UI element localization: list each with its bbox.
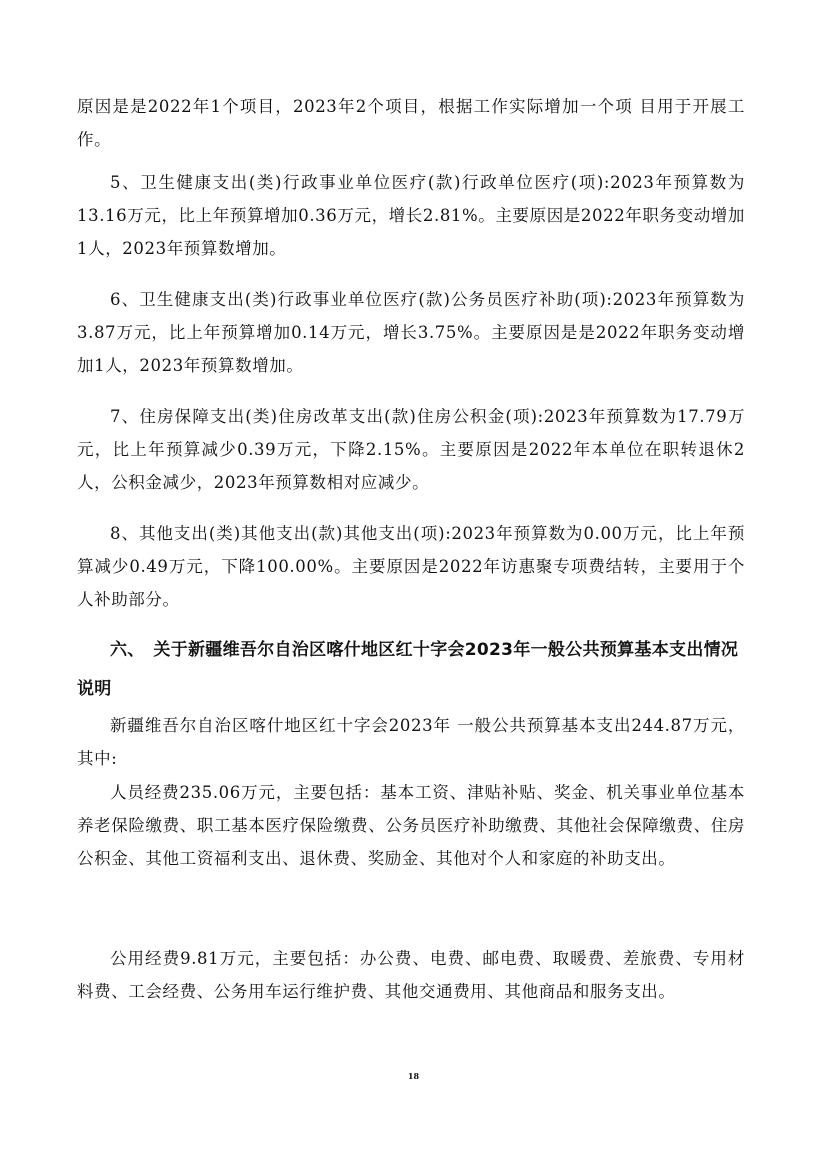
paragraph-personnel-expenses: 人员经费235.06万元，主要包括：基本工资、津贴补贴、奖金、机关事业单位基本养老保险缴费、职工基本医疗保险缴费、公务员医疗补助缴费、其他社会保障缴费、住房公积金、其他工资福利支出、退休费、奖励金、其他对个人和家庭的补助支出。 xyxy=(77,783,745,868)
page-number: 18 xyxy=(407,1071,420,1081)
paragraph-item-8: 8、其他支出(类)其他支出(款)其他支出(项):2023年预算数为0.00万元，比上年预算减少0.49万元，下降100.00%。主要原因是2022年访惠聚专项费结转，主要用于个人补助部分。 xyxy=(77,524,745,609)
paragraph-item-6: 6、卫生健康支出(类)行政事业单位医疗(款)公务员医疗补助(项):2023年预算数为3.87万元，比上年预算增加0.14万元，增长3.75%。主要原因是是2022年职务变动增加1人，2023年预算数增加。 xyxy=(77,290,745,375)
paragraph-continuation: 原因是是2022年1个项目，2023年2个项目，根据工作实际增加一个项 目用于开展工作。 xyxy=(77,97,745,149)
paragraph-intro: 新疆维吾尔自治区喀什地区红十字会2023年 一般公共预算基本支出244.87万元，其中: xyxy=(77,716,745,768)
paragraph-item-7: 7、住房保障支出(类)住房改革支出(款)住房公积金(项):2023年预算数为17.79万元，比上年预算减少0.39万元，下降2.15%。主要原因是2022年本单位在职转退休2人，公积金减少，2023年预算数相对应减少。 xyxy=(77,407,745,492)
section-heading: 六、 关于新疆维吾尔自治区喀什地区红十字会2023年一般公共预算基本支出情况说明 xyxy=(77,640,739,699)
paragraph-public-expenses: 公用经费9.81万元，主要包括：办公费、电费、邮电费、取暖费、差旅费、专用材料费、工会经费、公务用车运行维护费、其他交通费用、其他商品和服务支出。 xyxy=(77,949,745,1001)
paragraph-item-5: 5、卫生健康支出(类)行政事业单位医疗(款)行政单位医疗(项):2023年预算数为13.16万元，比上年预算增加0.36万元，增长2.81%。主要原因是2022年职务变动增加1人，2023年预算数增加。 xyxy=(77,173,745,258)
